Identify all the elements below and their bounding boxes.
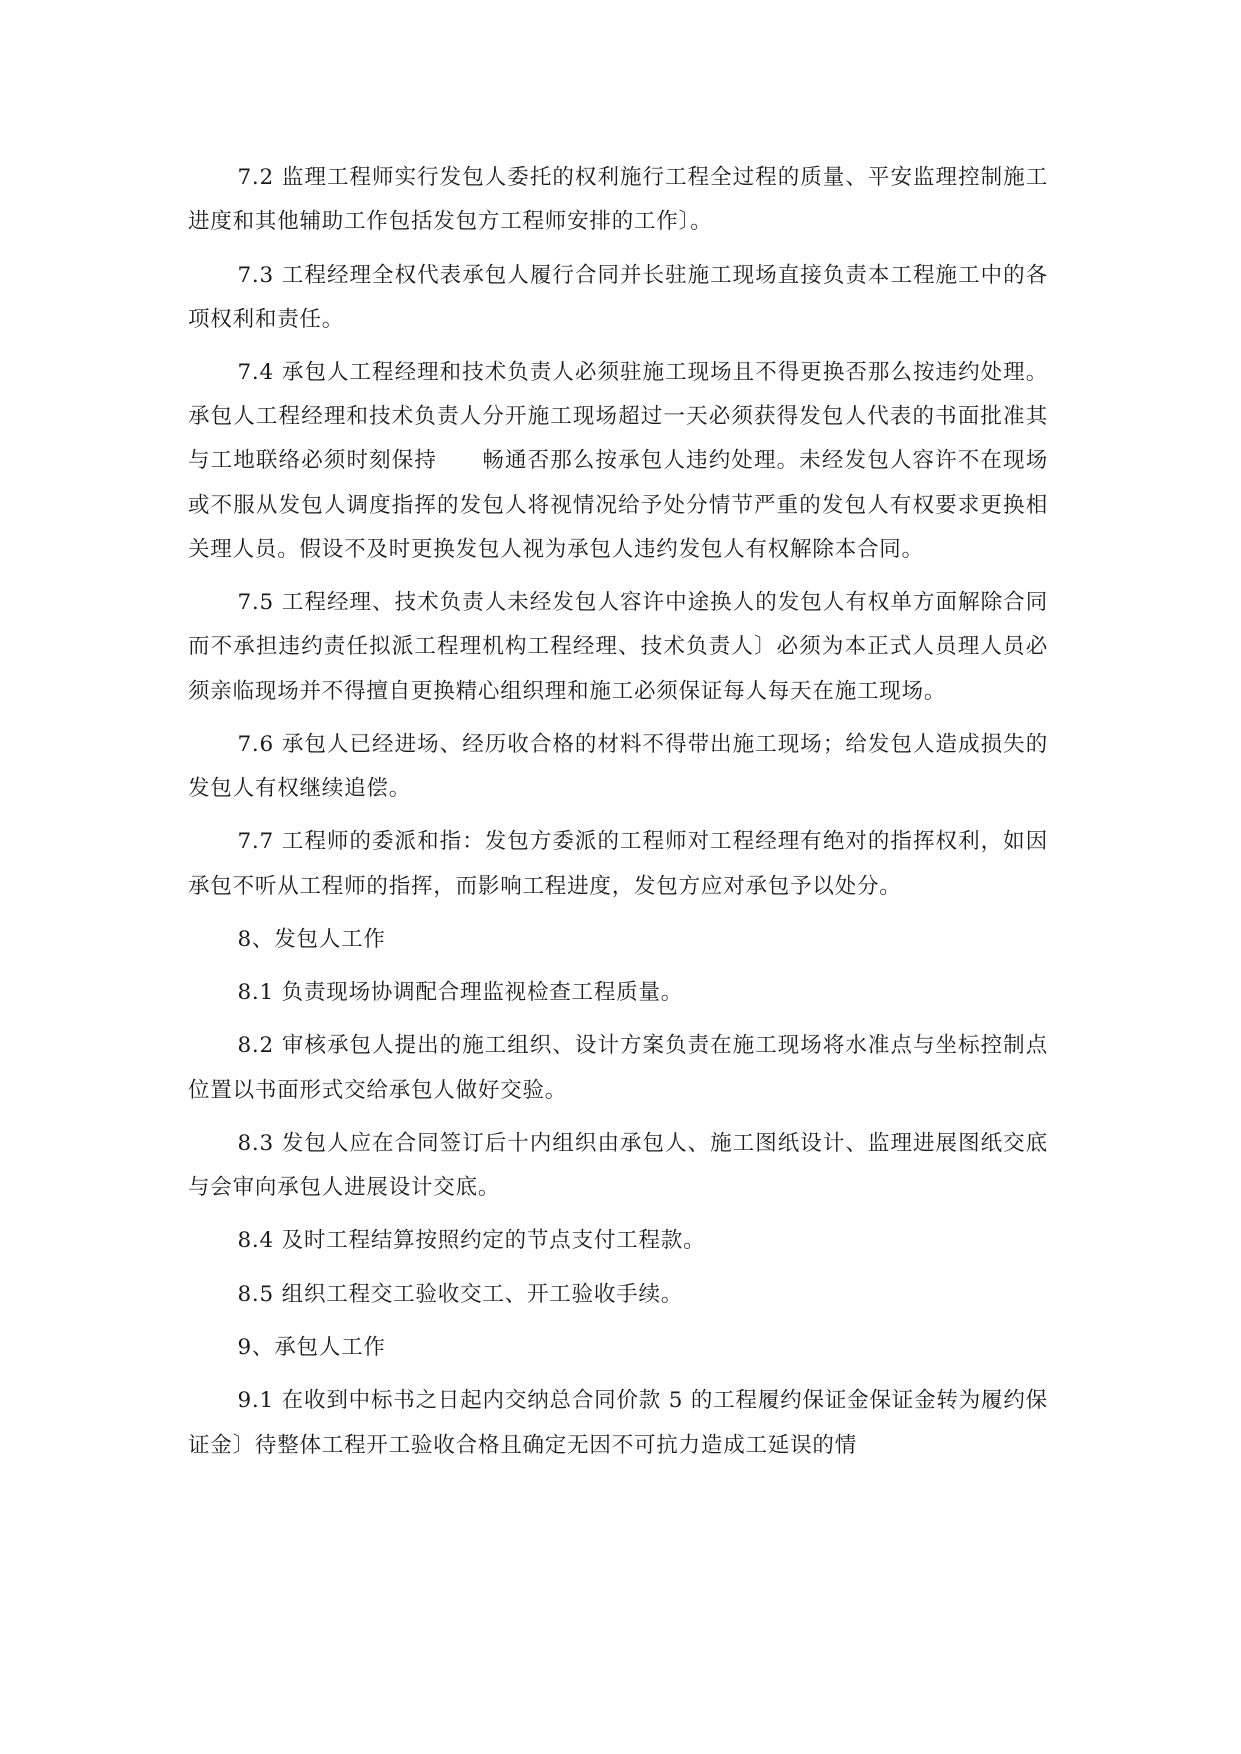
clause-7-5: 7.5 工程经理、技术负责人未经发包人容许中途换人的发包人有权单方面解除合同而不承担违约责任拟派工程理机构工程经理、技术负责人〕必须为本正式人员理人员必须亲临现场并不得擅自更换精心组织理和施工必须保证每人每天在施工现场。 bbox=[188, 590, 1048, 704]
clause-7-2: 7.2 监理工程师实行发包人委托的权利施行工程全过程的质量、平安监理控制施工进度和其他辅助工作包括发包方工程师安排的工作〕。 bbox=[188, 165, 1048, 235]
clause-8-3: 8.3 发包人应在合同签订后十内组织由承包人、施工图纸设计、监理进展图纸交底与会审向承包人进展设计交底。 bbox=[188, 1130, 1048, 1201]
section-8-heading: 8、发包人工作 bbox=[237, 926, 386, 952]
clause-7-4: 7.4 承包人工程经理和技术负责人必须驻施工现场且不得更换否那么按违约处理。承包人工程经理和技术负责人分开施工现场超过一天必须获得发包人代表的书面批准其与工地联络必须时刻保持 畅通否那么按承包人违约处理。未经发包人容许不在现场或不服从发包人调度指挥的发包人将视情况给予处分情节严重的发包人有权要求更换相关理人员。假设不及时更换发包人视为承包人违约发包人有权解除本合同。 bbox=[188, 360, 1048, 562]
clause-9-1: 9.1 在收到中标书之日起内交纳总合同价款 5 的工程履约保证金保证金转为履约保证金〕待整体工程开工验收合格且确定无因不可抗力造成工延误的情 bbox=[188, 1388, 1048, 1458]
clause-7-6: 7.6 承包人已经进场、经历收合格的材料不得带出施工现场；给发包人造成损失的发包人有权继续追偿。 bbox=[188, 731, 1048, 802]
document-body bbox=[188, 156, 1048, 1477]
clause-7-3: 7.3 工程经理全权代表承包人履行合同并长驻施工现场直接负责本工程施工中的各项权利和责任。 bbox=[188, 262, 1048, 332]
section-9-heading: 9、承包人工作 bbox=[237, 1335, 386, 1360]
clause-8-2: 8.2 审核承包人提出的施工组织、设计方案负责在施工现场将水准点与坐标控制点位置以书面形式交给承包人做好交验。 bbox=[188, 1033, 1048, 1103]
clause-7-7: 7.7 工程师的委派和指：发包方委派的工程师对工程经理有绝对的指挥权利，如因承包不听从工程师的指挥，而影响工程进度，发包方应对承包予以处分。 bbox=[188, 829, 1048, 899]
clause-8-1: 8.1 负责现场协调配合理监视检查工程质量。 bbox=[237, 980, 684, 1006]
clause-8-5: 8.5 组织工程交工验收交工、开工验收手续。 bbox=[237, 1281, 684, 1307]
clause-8-4: 8.4 及时工程结算按照约定的节点支付工程款。 bbox=[237, 1228, 706, 1254]
